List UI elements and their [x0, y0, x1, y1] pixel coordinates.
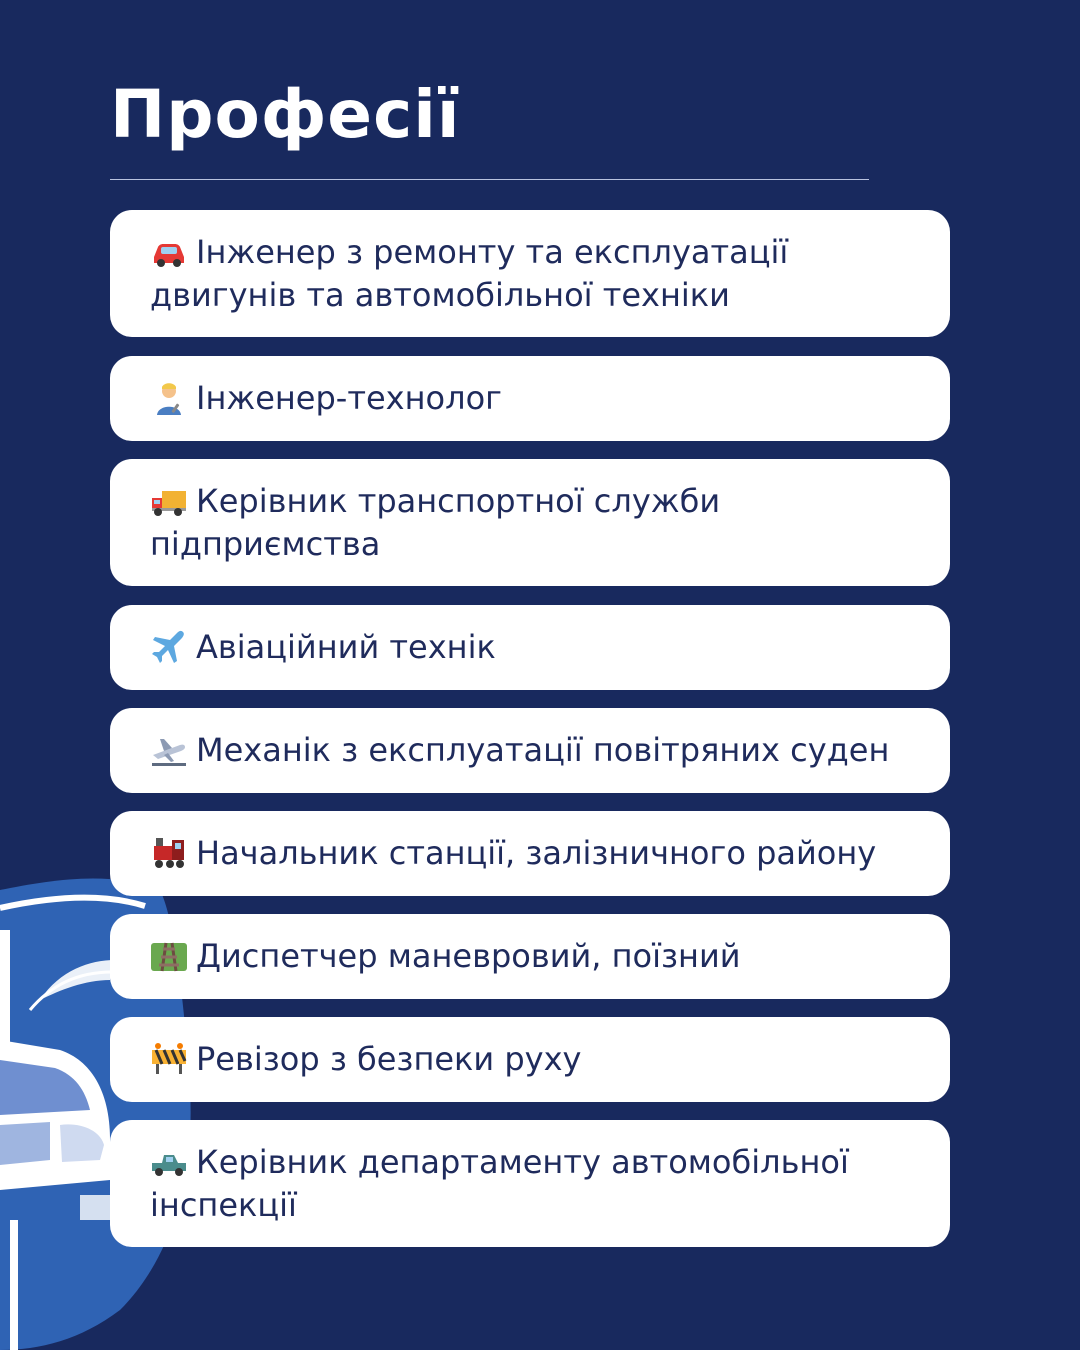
profession-label: Інженер-технолог	[196, 379, 502, 417]
profession-card	[110, 356, 950, 441]
profession-card	[110, 210, 950, 337]
mechanic-icon	[150, 379, 188, 417]
profession-label: Диспетчер маневровий, поїзний	[196, 937, 741, 975]
airplane-departure-icon	[150, 731, 188, 769]
profession-card	[110, 1017, 950, 1102]
airplane-icon	[150, 628, 188, 666]
profession-label-line2: інспекції	[150, 1185, 297, 1224]
pickup-truck-icon	[150, 1143, 188, 1181]
construction-barrier-icon	[150, 1040, 188, 1078]
profession-label: Начальник станції, залізничного району	[196, 834, 877, 872]
page-title: Професії	[110, 76, 461, 153]
profession-label: Ревізор з безпеки руху	[196, 1040, 582, 1078]
profession-label: Авіаційний технік	[196, 628, 496, 666]
profession-label: Керівник департаменту автомобільної	[196, 1142, 849, 1181]
delivery-truck-icon	[150, 482, 188, 520]
profession-label: Механік з експлуатації повітряних суден	[196, 731, 890, 769]
profession-card	[110, 811, 950, 896]
profession-label-line2: двигунів та автомобільної техніки	[150, 275, 730, 314]
profession-card	[110, 708, 950, 793]
profession-label: Керівник транспортної служби	[196, 481, 721, 520]
title-divider	[110, 179, 869, 180]
profession-card	[110, 459, 950, 586]
locomotive-icon	[150, 834, 188, 872]
profession-card	[110, 914, 950, 999]
profession-label-line2: підприємства	[150, 524, 381, 563]
profession-card	[110, 1120, 950, 1247]
profession-label: Інженер з ремонту та експлуатації	[196, 232, 789, 271]
profession-card	[110, 605, 950, 690]
railway-track-icon	[150, 937, 188, 975]
red-car-icon	[150, 233, 188, 271]
